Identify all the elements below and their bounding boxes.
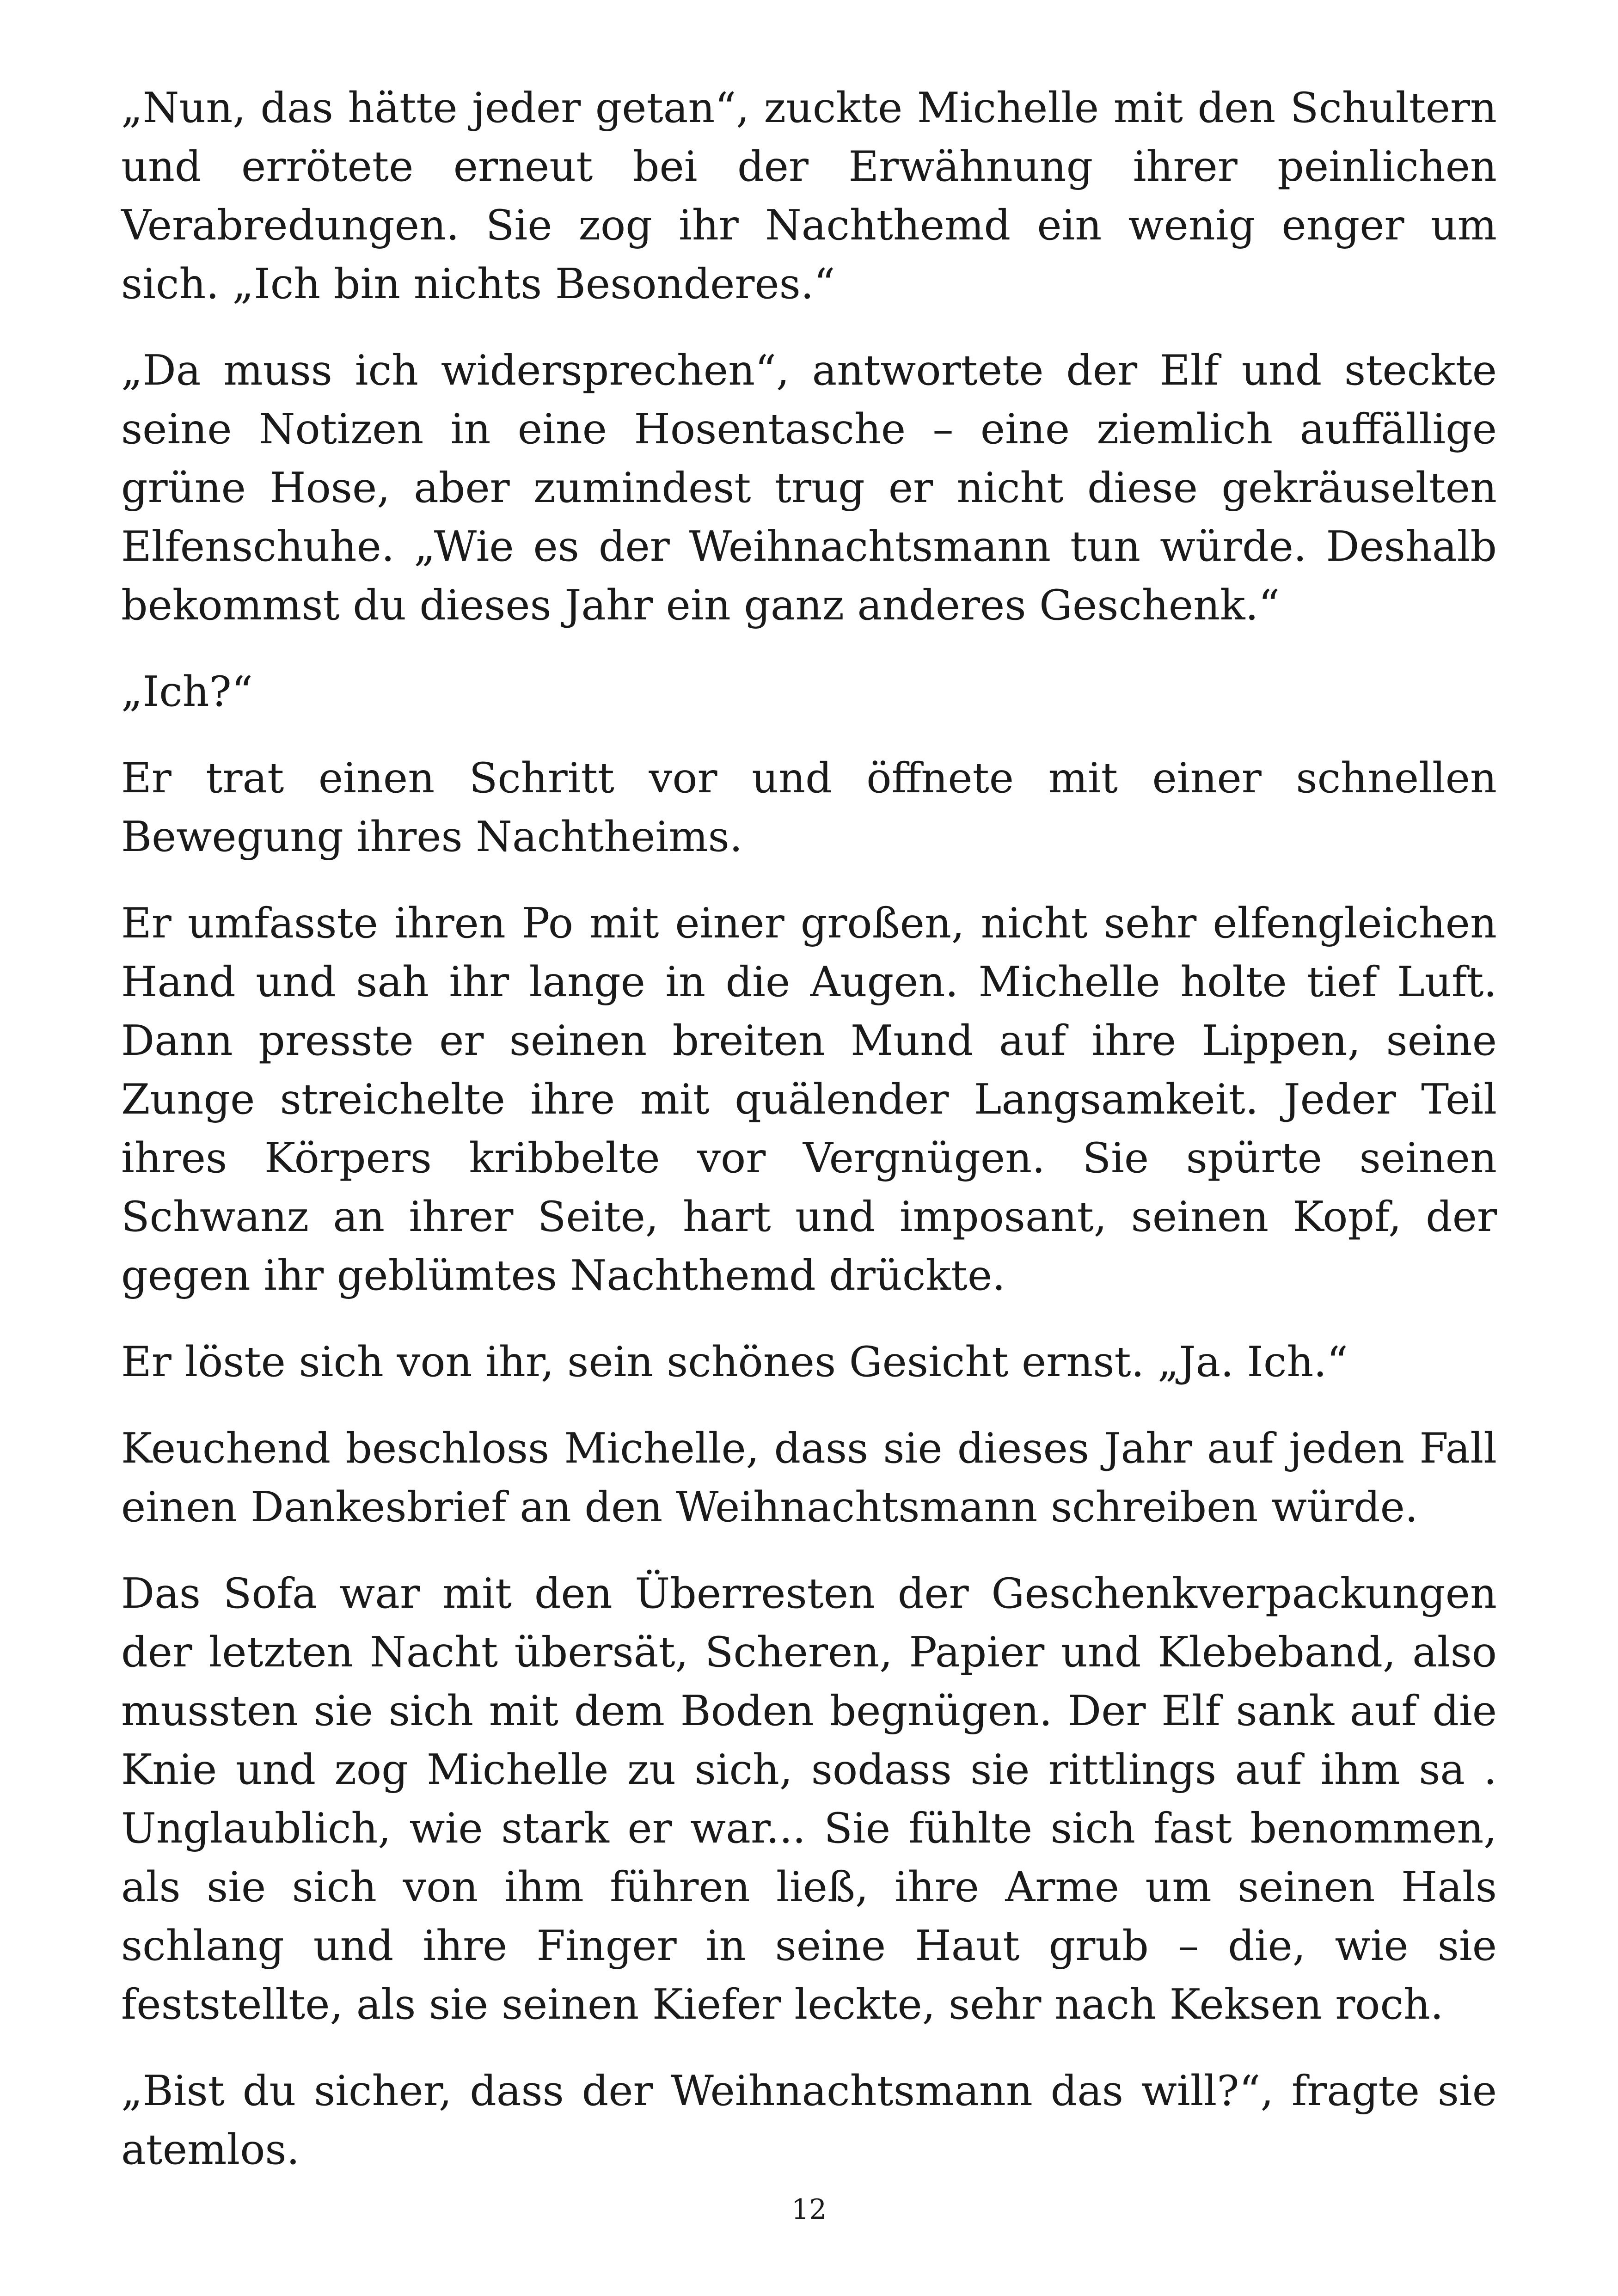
paragraph: Keuchend beschloss Michelle, dass sie dieses Jahr auf jeden Fall einen Dankesbrief an den Weihnachtsmann schreiben würde. <box>121 1424 1497 1531</box>
paragraph: „Da muss ich widersprechen“, antwortete der Elf und steckte seine Notizen in eine Hosentasche – eine ziemlich auffällige grüne Hose, aber zumindest trug er nicht diese gekräuselten Elfenschuhe. „Wie es der Weihnachtsmann tun würde. Deshalb bekommst du dieses Jahr ein ganz anderes Geschenk.“ <box>121 346 1497 630</box>
page-body <box>121 79 1497 2179</box>
paragraph: Er löste sich von ihr, sein schönes Gesicht ernst. „Ja. Ich.“ <box>121 1338 1348 1386</box>
page-number: 12 <box>791 2193 827 2226</box>
paragraph: „Ich?“ <box>121 667 253 716</box>
paragraph: Das Sofa war mit den Überresten der Geschenkverpackungen der letzten Nacht übersät, Scheren, Papier und Klebeband, also mussten sie sich mit dem Boden begnügen. Der Elf sank auf die Knie und zog Michelle zu sich, sodass sie rittlings auf ihm sa . Unglaublich, wie stark er war... Sie fühlte sich fast benommen, als sie sich von ihm führen ließ, ihre Arme um seinen Hals schlang und ihre Finger in seine Haut grub – die, wie sie feststellte, als sie seinen Kiefer leckte, sehr nach Keksen roch. <box>121 1569 1497 2029</box>
paragraph: Er umfasste ihren Po mit einer großen, nicht sehr elfengleichen Hand und sah ihr lange in die Augen. Michelle holte tief Luft. Dann presste er seinen breiten Mund auf ihre Lippen, seine Zunge streichelte ihre mit quälender Langsamkeit. Jeder Teil ihres Körpers kribbelte vor Vergnügen. Sie spürte seinen Schwanz an ihrer Seite, hart und imposant, seinen Kopf, der gegen ihr geblümtes Nachthemd drückte. <box>121 899 1497 1300</box>
paragraph: Er trat einen Schritt vor und öffnete mit einer schnellen Bewegung ihres Nachtheims. <box>121 754 1497 861</box>
paragraph: „Nun, das hätte jeder getan“, zuckte Michelle mit den Schultern und errötete erneut bei der Erwähnung ihrer peinlichen Verabredungen. Sie zog ihr Nachthemd ein wenig enger um sich. „Ich bin nichts Besonderes.“ <box>121 84 1497 308</box>
paragraph: „Bist du sicher, dass der Weihnachtsmann das will?“, fragte sie atemlos. <box>121 2067 1497 2174</box>
